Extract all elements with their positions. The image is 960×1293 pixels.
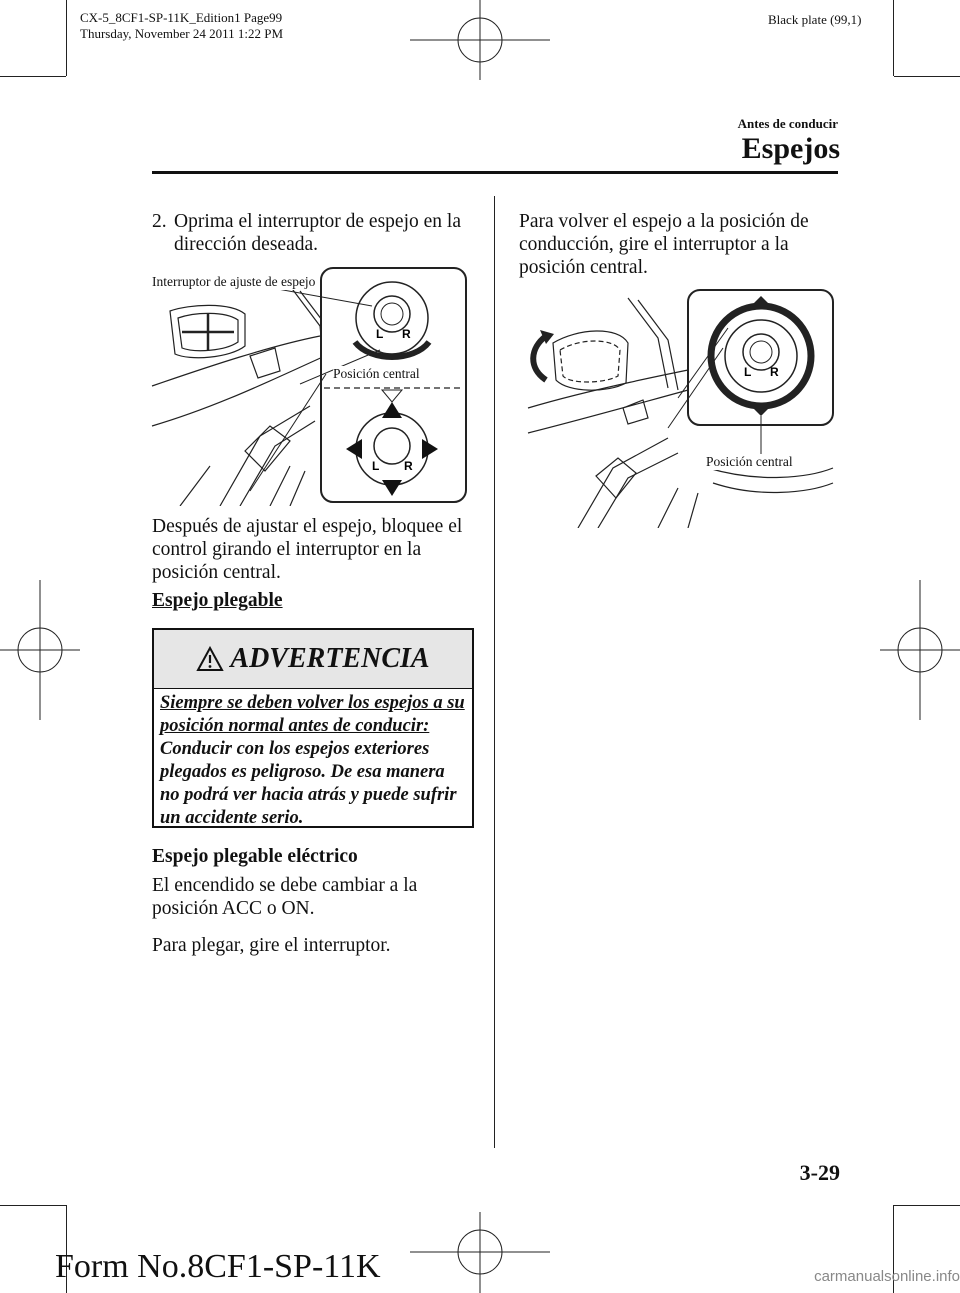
print-header-line1: CX-5_8CF1-SP-11K_Edition1 Page99 — [80, 10, 283, 25]
fig1-R-label-top: R — [402, 327, 411, 341]
registration-mark-bottom — [410, 1212, 550, 1293]
mirror-fold-illustration — [518, 288, 836, 528]
fig1-L-label-bottom: L — [372, 459, 380, 473]
warning-title: ADVERTENCIA — [230, 643, 430, 674]
fig1-label-center: Posición central — [333, 366, 420, 381]
paragraph-ignition: El encendido se debe cambiar a la posición ACC o ON. — [152, 875, 418, 919]
fig2-R-label: R — [770, 365, 779, 379]
fig2-label-center: Posición central — [706, 454, 793, 469]
subheading-power-folding: Espejo plegable eléctrico — [152, 846, 358, 867]
crop-mark — [0, 1205, 66, 1206]
chapter-label: Antes de conducir — [737, 116, 838, 131]
warning-text: Conducir con los espejos exteriores plegados es peligroso. De esa manera no podrá ver hacia atrás y puede sufrir un accidente serio. — [160, 739, 457, 828]
paragraph-lock: Después de ajustar el espejo, bloquee el control girando el interruptor en la posición central. — [152, 516, 463, 583]
step-2 — [152, 210, 482, 256]
registration-mark-left — [0, 580, 80, 720]
crop-mark — [66, 0, 67, 76]
registration-mark-right — [880, 580, 960, 720]
step-number: 2. — [152, 211, 167, 232]
form-number: Form No.8CF1-SP-11K — [55, 1248, 381, 1285]
fig2-L-label: L — [744, 365, 752, 379]
warning-header — [154, 630, 472, 689]
crop-mark — [893, 0, 894, 76]
plate-label: Black plate (99,1) — [768, 12, 862, 27]
watermark-site: carmanualsonline.info — [814, 1268, 960, 1285]
print-header-line2: Thursday, November 24 2011 1:22 PM — [80, 26, 284, 41]
mirror-adjust-illustration — [150, 266, 470, 506]
warning-box — [152, 628, 474, 828]
crop-mark — [894, 1205, 960, 1206]
fig1-label-switch: Interruptor de ajuste de espejo — [152, 274, 316, 289]
paragraph-return: Para volver el espejo a la posición de conducción, gire el interruptor a la posición central. — [519, 211, 809, 278]
fig1-R-label-bottom: R — [404, 459, 413, 473]
warning-body — [160, 692, 466, 830]
warning-triangle-icon — [196, 646, 224, 672]
registration-mark-top — [410, 0, 550, 80]
page-number: 3-29 — [799, 1160, 840, 1185]
fig1-L-label-top: L — [376, 327, 384, 341]
header-rule — [152, 171, 838, 174]
print-header — [80, 10, 283, 42]
warning-underlined-text: Siempre se deben volver los espejos a su posición normal antes de conducir: — [160, 693, 465, 736]
column-divider — [494, 196, 495, 1148]
crop-mark — [894, 76, 960, 77]
paragraph-fold: Para plegar, gire el interruptor. — [152, 935, 391, 956]
step-text: Oprima el interruptor de espejo en la dirección deseada. — [174, 211, 461, 255]
section-title: Espejos — [741, 132, 840, 165]
subheading-folding-mirror: Espejo plegable — [152, 590, 283, 611]
crop-mark — [0, 76, 66, 77]
